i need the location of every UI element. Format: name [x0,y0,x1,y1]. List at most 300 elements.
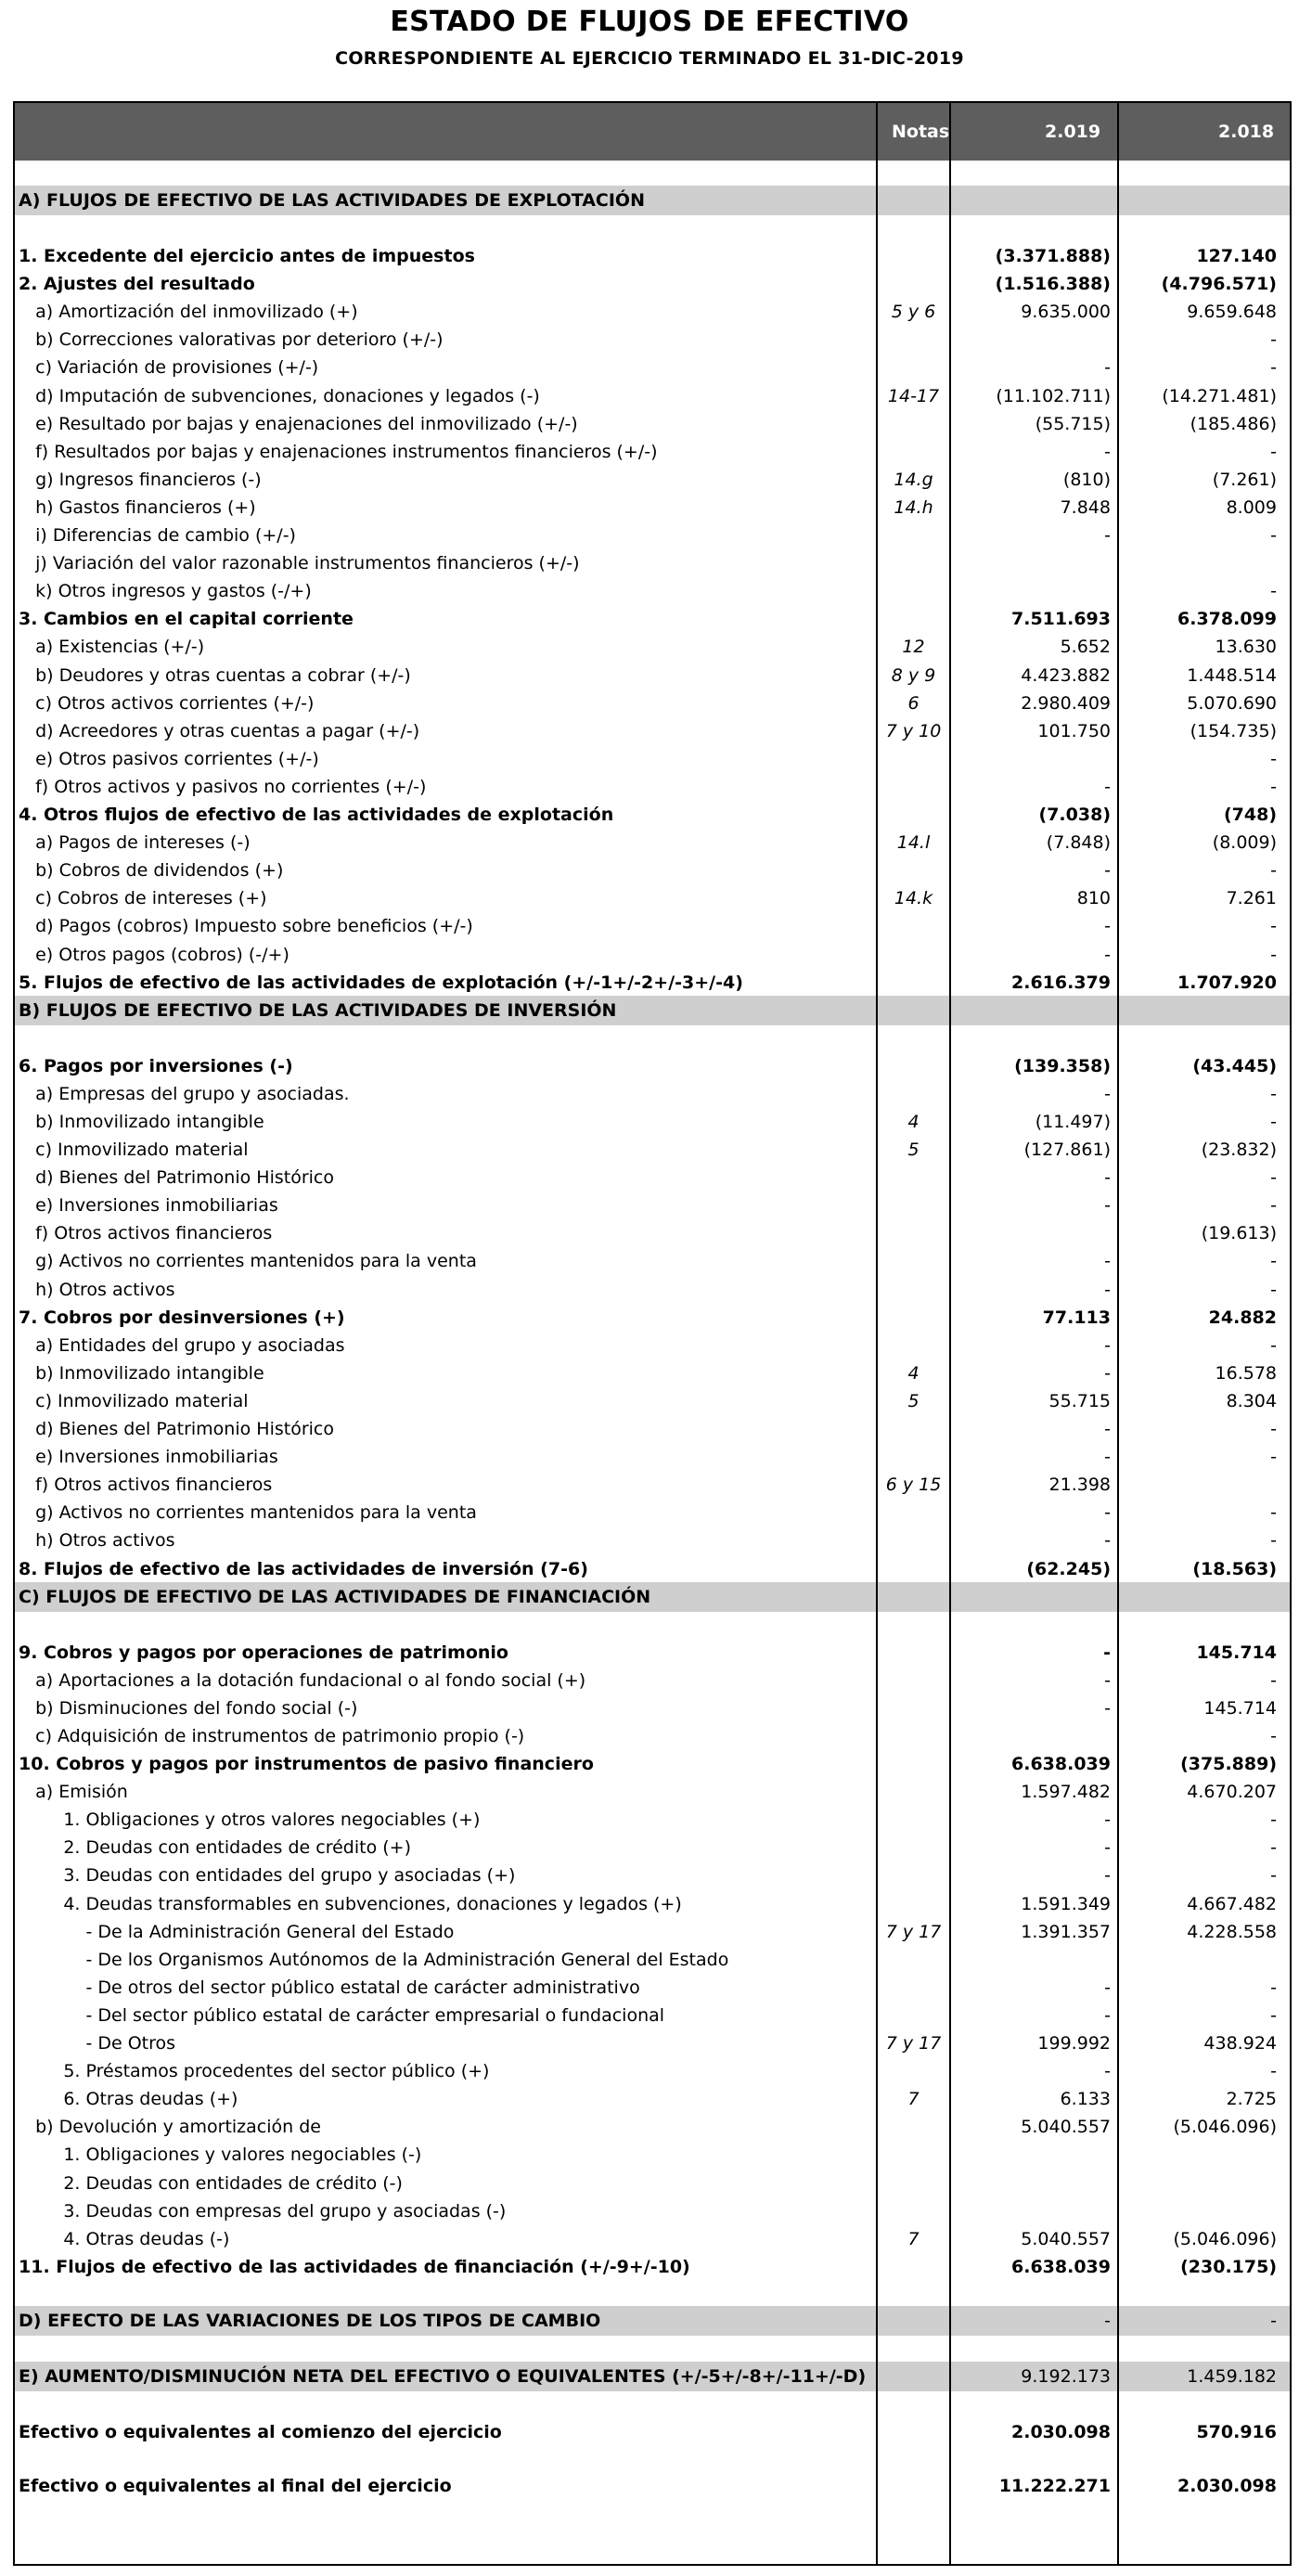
row-value-2019: (127.861) [1023,1140,1111,1160]
table-row [15,1778,1290,1806]
row-label: a) Emisión [19,1782,128,1803]
spacer-row [15,1613,1290,1641]
row-value-2018: (14.271.481) [1162,385,1277,406]
table-row [15,1136,1290,1164]
table-row [15,1443,1290,1471]
row-value-2018: - [1270,329,1277,351]
row-label: E) AUMENTO/DISMINUCIÓN NETA DEL EFECTIVO O EQUIVALENTES (+/-5+/-8+/-11+/-D) [19,2365,867,2387]
row-label: - De otros del sector público estatal de carácter administrativo [19,1977,640,1998]
row-value-2018: (5.046.096) [1173,2228,1277,2249]
row-label: e) Resultado por bajas y enajenaciones del inmovilizado (+/-) [19,413,578,434]
row-label: 3. Deudas con empresas del grupo y asociadas (-) [19,2200,507,2222]
row-value-2018: - [1270,1502,1277,1524]
row-label: 1. Obligaciones y valores negociables (-) [19,2145,422,2166]
table-row [15,438,1290,466]
table-row [15,1052,1290,1080]
row-value-2018: - [1270,1977,1277,1998]
row-value-2018: (154.735) [1190,720,1277,741]
row-value-2019: 21.398 [1048,1475,1111,1496]
row-note: 7 [907,2089,920,2110]
table-row [15,1080,1290,1108]
table-row [15,633,1290,661]
row-label: b) Inmovilizado intangible [19,1111,264,1132]
row-value-2019: - [1104,357,1111,379]
row-label: a) Existencias (+/-) [19,637,205,658]
row-value-2019: - [1104,2061,1111,2082]
row-value-2018: - [1270,2061,1277,2082]
row-value-2019: (7.848) [1046,832,1111,854]
row-label: e) Otros pasivos corrientes (+/-) [19,748,319,769]
table-row [15,270,1290,298]
table-row [15,1219,1290,1247]
row-value-2018: - [1270,1447,1277,1468]
row-value-2019: (1.516.388) [995,274,1111,295]
row-value-2019: 101.750 [1037,720,1111,741]
page-title: ESTADO DE FLUJOS DE EFECTIVO [390,6,909,38]
table-row [15,354,1290,381]
row-value-2019: 1.591.349 [1021,1893,1111,1914]
table-row [15,1359,1290,1387]
row-value-2018: 4.670.207 [1187,1782,1277,1803]
section-row [15,2363,1290,2390]
row-label: - De la Administración General del Estado [19,1921,455,1942]
row-label: Efectivo o equivalentes al comienzo del ejercicio [19,2421,502,2442]
row-value-2019: - [1104,944,1111,965]
table-row [15,1332,1290,1359]
table-row [15,1834,1290,1861]
row-label: 2. Deudas con entidades de crédito (+) [19,1837,412,1859]
row-note: 4 [907,1362,920,1384]
row-value-2019: - [1104,1530,1111,1552]
spacer-row [15,2446,1290,2474]
table-row [15,717,1290,745]
row-label: 9. Cobros y pagos por operaciones de patrimonio [19,1642,508,1663]
row-value-2018: 4.667.482 [1187,1893,1277,1914]
table-row [15,2057,1290,2085]
row-label: c) Variación de provisiones (+/-) [19,357,319,379]
row-label: g) Activos no corrientes mantenidos para la venta [19,1251,477,1272]
row-label: a) Pagos de intereses (-) [19,832,251,854]
row-value-2018: (43.445) [1192,1055,1277,1076]
header-notas: Notas [892,122,950,142]
table-row [15,410,1290,438]
row-label: f) Otros activos financieros [19,1475,273,1496]
row-value-2019: - [1104,916,1111,937]
row-value-2019: 5.040.557 [1021,2228,1111,2249]
row-note: 7 y 10 [885,720,942,741]
row-value-2018: 1.448.514 [1187,664,1277,686]
row-value-2019: (3.371.888) [995,246,1111,266]
row-value-2018: - [1270,1167,1277,1189]
row-note: 6 [907,692,920,714]
row-label: 4. Otros flujos de efectivo de las actividades de explotación [19,805,614,825]
row-note: 12 [902,637,925,658]
row-value-2018: - [1270,1810,1277,1831]
row-value-2018: (230.175) [1180,2256,1277,2277]
row-label: 2. Ajustes del resultado [19,274,255,295]
row-note: 4 [907,1111,920,1132]
table-row [15,1861,1290,1889]
row-label: - De Otros [19,2033,176,2054]
row-value-2018: - [1270,525,1277,546]
row-value-2018: 7.261 [1226,888,1277,909]
row-value-2019: - [1104,1837,1111,1859]
row-value-2019: - [1104,1362,1111,1384]
table-header [15,103,1290,161]
spacer-row [15,1026,1290,1054]
row-value-2018: - [1270,1669,1277,1691]
row-label: g) Ingresos financieros (-) [19,469,262,490]
row-label: 8. Flujos de efectivo de las actividades de inversión (7-6) [19,1558,588,1579]
row-value-2018: 9.659.648 [1187,302,1277,323]
row-label: 11. Flujos de efectivo de las actividades de financiación (+/-9+/-10) [19,2256,690,2277]
row-label: Efectivo o equivalentes al final del ejercicio [19,2476,452,2496]
row-value-2019: - [1104,2310,1111,2331]
row-value-2018: - [1270,1725,1277,1746]
row-label: a) Empresas del grupo y asociadas. [19,1083,350,1104]
table-row [15,2253,1290,2281]
row-label: - Del sector público estatal de carácter empresarial o fundacional [19,2004,665,2026]
table-row [15,1555,1290,1583]
row-value-2018: - [1270,1279,1277,1300]
row-value-2019: (7.038) [1038,805,1111,825]
table-row [15,549,1290,577]
table-row [15,1387,1290,1415]
row-label: e) Inversiones inmobiliarias [19,1195,278,1217]
row-label: 1. Excedente del ejercicio antes de impuestos [19,246,475,266]
table-row [15,1247,1290,1275]
table-row [15,689,1290,717]
row-note: 5 [907,1390,920,1411]
row-label: 3. Deudas con entidades del grupo y asociadas (+) [19,1865,516,1887]
row-value-2018: (748) [1223,805,1277,825]
row-label: b) Devolución y amortización de [19,2117,321,2138]
row-note: 7 y 17 [885,2033,942,2054]
table-row [15,1918,1290,1946]
row-value-2019: 2.980.409 [1021,692,1111,714]
row-value-2019: (139.358) [1014,1055,1111,1076]
column-divider-2019 [949,103,951,2564]
row-label: a) Entidades del grupo y asociadas [19,1334,345,1356]
row-label: 6. Pagos por inversiones (-) [19,1055,293,1076]
table-row [15,2002,1290,2029]
row-value-2019: 199.992 [1037,2033,1111,2054]
table-row [15,2472,1290,2500]
row-value-2019: 6.133 [1060,2089,1111,2110]
row-value-2019: 77.113 [1042,1307,1111,1328]
row-label: a) Aportaciones a la dotación fundacional o al fondo social (+) [19,1669,586,1691]
table-row [15,1639,1290,1667]
row-value-2018: 8.304 [1226,1390,1277,1411]
row-value-2018: 4.228.558 [1187,1921,1277,1942]
row-value-2018: 145.714 [1203,1697,1277,1719]
table-row [15,2085,1290,2113]
row-label: f) Otros activos financieros [19,1223,273,1244]
row-value-2018: - [1270,2310,1277,2331]
table-row [15,2225,1290,2253]
table-row [15,298,1290,326]
row-value-2018: 24.882 [1208,1307,1277,1328]
row-note: 7 [907,2228,920,2249]
row-value-2019: - [1104,1502,1111,1524]
cash-flow-table [13,101,1292,2566]
row-value-2019: 55.715 [1048,1390,1111,1411]
spacer-row [15,2337,1290,2364]
row-value-2019: - [1104,1810,1111,1831]
spacer-row [15,216,1290,244]
row-value-2018: - [1270,1195,1277,1217]
table-row [15,1526,1290,1554]
row-label: h) Otros activos [19,1530,175,1552]
table-row [15,884,1290,912]
row-value-2018: (8.009) [1212,832,1277,854]
row-value-2019: - [1104,1083,1111,1104]
row-label: e) Otros pagos (cobros) (-/+) [19,944,289,965]
row-value-2018: 5.070.690 [1187,692,1277,714]
row-label: b) Cobros de dividendos (+) [19,860,284,882]
table-row [15,1806,1290,1834]
row-value-2019: - [1104,1977,1111,1998]
row-label: f) Resultados por bajas y enajenaciones instrumentos financieros (+/-) [19,441,658,462]
table-row [15,912,1290,940]
row-value-2019: 5.652 [1060,637,1111,658]
row-note: 8 y 9 [891,664,936,686]
section-row [15,187,1290,214]
row-value-2019: - [1104,1195,1111,1217]
row-value-2019: 2.030.098 [1011,2421,1111,2442]
table-row [15,466,1290,494]
row-value-2018: - [1270,581,1277,602]
row-label: c) Inmovilizado material [19,1140,249,1160]
table-row [15,1191,1290,1219]
table-row [15,773,1290,801]
table-row [15,522,1290,549]
table-row [15,1415,1290,1443]
row-label: 2. Deudas con entidades de crédito (-) [19,2172,403,2194]
header-year-2018: 2.018 [1218,122,1275,142]
row-label: d) Bienes del Patrimonio Histórico [19,1167,334,1189]
row-label: D) EFECTO DE LAS VARIACIONES DE LOS TIPOS DE CAMBIO [19,2310,601,2331]
row-note: 14.l [896,832,931,854]
spacer-row [15,2392,1290,2420]
row-value-2018: (5.046.096) [1173,2117,1277,2138]
row-value-2018: - [1270,1837,1277,1859]
row-label: 7. Cobros por desinversiones (+) [19,1307,345,1328]
row-value-2019: (810) [1062,469,1111,490]
row-value-2019: 7.511.693 [1011,609,1111,630]
row-value-2018: - [1270,1083,1277,1104]
table-row [15,2141,1290,2169]
row-note: 5 y 6 [891,302,936,323]
table-row [15,2113,1290,2141]
row-label: j) Variación del valor razonable instrumentos financieros (+/-) [19,553,580,574]
row-value-2019: - [1104,1334,1111,1356]
spacer-row [15,2281,1290,2309]
row-value-2019: 2.616.379 [1011,972,1111,993]
row-label: 10. Cobros y pagos por instrumentos de pasivo financiero [19,1754,594,1774]
row-value-2019: - [1104,1669,1111,1691]
table-row [15,801,1290,829]
section-row [15,997,1290,1024]
row-value-2018: - [1270,1111,1277,1132]
column-divider-2018 [1117,103,1119,2564]
table-row [15,2029,1290,2057]
table-row [15,662,1290,689]
row-value-2018: 8.009 [1226,496,1277,518]
row-value-2019: 9.192.173 [1021,2365,1111,2387]
table-row [15,1890,1290,1918]
row-value-2018: - [1270,1419,1277,1439]
row-label: c) Cobros de intereses (+) [19,888,267,909]
row-value-2019: 11.222.271 [998,2476,1111,2496]
table-row [15,1471,1290,1499]
row-label: c) Otros activos corrientes (+/-) [19,692,315,714]
table-row [15,745,1290,773]
row-value-2018: - [1270,916,1277,937]
table-row [15,605,1290,633]
table-row [15,1722,1290,1750]
row-value-2019: - [1104,1865,1111,1887]
row-value-2019: (62.245) [1026,1558,1111,1579]
table-row [15,857,1290,884]
row-value-2018: - [1270,357,1277,379]
row-value-2018: 2.725 [1226,2089,1277,2110]
row-value-2018: 438.924 [1203,2033,1277,2054]
table-row [15,1499,1290,1526]
row-value-2018: - [1270,441,1277,462]
row-value-2019: - [1104,525,1111,546]
row-label: b) Correcciones valorativas por deterioro (+/-) [19,329,444,351]
row-value-2019: (11.102.711) [996,385,1111,406]
row-label: a) Amortización del inmovilizado (+) [19,302,358,323]
row-value-2019: 6.638.039 [1011,1754,1111,1774]
row-value-2019: 4.423.882 [1021,664,1111,686]
section-row [15,2307,1290,2335]
table-row [15,1667,1290,1694]
row-label: h) Otros activos [19,1279,175,1300]
row-label: k) Otros ingresos y gastos (-/+) [19,581,312,602]
row-label: i) Diferencias de cambio (+/-) [19,525,296,546]
row-value-2019: 9.635.000 [1021,302,1111,323]
row-label: b) Disminuciones del fondo social (-) [19,1697,358,1719]
row-label: 1. Obligaciones y otros valores negociables (+) [19,1810,481,1831]
row-value-2019: 1.391.357 [1021,1921,1111,1942]
row-value-2018: 570.916 [1196,2421,1277,2442]
row-value-2019: 6.638.039 [1011,2256,1111,2277]
row-note: 14-17 [887,385,940,406]
table-row [15,1164,1290,1191]
table-row [15,1946,1290,1974]
row-value-2019: - [1104,1419,1111,1439]
table-row [15,1108,1290,1136]
table-row [15,382,1290,410]
row-label: B) FLUJOS DE EFECTIVO DE LAS ACTIVIDADES DE INVERSIÓN [19,999,617,1021]
row-label: A) FLUJOS DE EFECTIVO DE LAS ACTIVIDADES DE EXPLOTACIÓN [19,190,645,211]
table-row [15,1694,1290,1722]
row-value-2018: 13.630 [1215,637,1277,658]
row-value-2019: - [1104,2004,1111,2026]
table-row [15,242,1290,270]
table-row [15,2418,1290,2446]
header-year-2019: 2.019 [1045,122,1101,142]
row-label: h) Gastos financieros (+) [19,496,256,518]
row-value-2018: - [1270,1251,1277,1272]
row-value-2019: - [1104,1251,1111,1272]
row-label: d) Imputación de subvenciones, donaciones y legados (-) [19,385,540,406]
row-value-2018: - [1270,2004,1277,2026]
row-label: b) Inmovilizado intangible [19,1362,264,1384]
row-label: 5. Préstamos procedentes del sector público (+) [19,2061,490,2082]
row-label: c) Inmovilizado material [19,1390,249,1411]
row-label: 6. Otras deudas (+) [19,2089,238,2110]
row-label: 5. Flujos de efectivo de las actividades de explotación (+/-1+/-2+/-3+/-4) [19,972,743,993]
row-value-2019: 810 [1076,888,1111,909]
row-value-2018: (18.563) [1192,1558,1277,1579]
row-note: 5 [907,1140,920,1160]
table-row [15,577,1290,605]
row-label: C) FLUJOS DE EFECTIVO DE LAS ACTIVIDADES DE FINANCIACIÓN [19,1586,651,1607]
row-value-2019: - [1103,1642,1111,1663]
table-row [15,1750,1290,1778]
row-value-2018: (7.261) [1212,469,1277,490]
row-value-2018: 1.459.182 [1187,2365,1277,2387]
row-note: 6 y 15 [885,1475,942,1496]
row-label: d) Acreedores y otras cuentas a pagar (+/-) [19,720,420,741]
row-note: 7 y 17 [885,1921,942,1942]
row-value-2019: 5.040.557 [1021,2117,1111,2138]
row-value-2018: (4.796.571) [1161,274,1277,295]
row-value-2018: - [1270,776,1277,797]
row-value-2019: 1.597.482 [1021,1782,1111,1803]
section-row [15,1583,1290,1611]
table-row [15,2197,1290,2225]
row-value-2019: - [1104,441,1111,462]
row-label: g) Activos no corrientes mantenidos para la venta [19,1502,477,1524]
table-row [15,326,1290,354]
row-label: b) Deudores y otras cuentas a cobrar (+/-) [19,664,411,686]
row-value-2018: (19.613) [1201,1223,1277,1244]
row-value-2018: 2.030.098 [1177,2476,1277,2496]
row-value-2018: (375.889) [1180,1754,1277,1774]
row-value-2018: 127.140 [1196,246,1277,266]
row-label: d) Pagos (cobros) Impuesto sobre beneficios (+/-) [19,916,473,937]
row-label: c) Adquisición de instrumentos de patrimonio propio (-) [19,1725,525,1746]
row-value-2018: - [1270,748,1277,769]
table-row [15,2170,1290,2197]
page-subtitle: CORRESPONDIENTE AL EJERCICIO TERMINADO EL 31-DIC-2019 [335,48,964,69]
row-note: 14.h [894,496,933,518]
table-row [15,494,1290,522]
row-value-2018: 1.707.920 [1177,972,1277,993]
row-value-2018: - [1270,1334,1277,1356]
row-value-2018: - [1270,1530,1277,1552]
row-value-2018: - [1270,944,1277,965]
row-value-2018: 16.578 [1215,1362,1277,1384]
row-label: d) Bienes del Patrimonio Histórico [19,1419,334,1439]
row-value-2019: (55.715) [1035,413,1111,434]
row-note: 14.k [894,888,933,909]
row-value-2019: (11.497) [1035,1111,1111,1132]
row-label: 3. Cambios en el capital corriente [19,609,354,630]
table-row [15,1304,1290,1332]
row-value-2018: - [1270,860,1277,882]
row-label: - De los Organismos Autónomos de la Administración General del Estado [19,1949,729,1970]
row-value-2019: - [1104,1279,1111,1300]
row-value-2019: - [1104,776,1111,797]
row-value-2018: (23.832) [1201,1140,1277,1160]
column-divider-notas [876,103,878,2564]
row-value-2019: 7.848 [1060,496,1111,518]
